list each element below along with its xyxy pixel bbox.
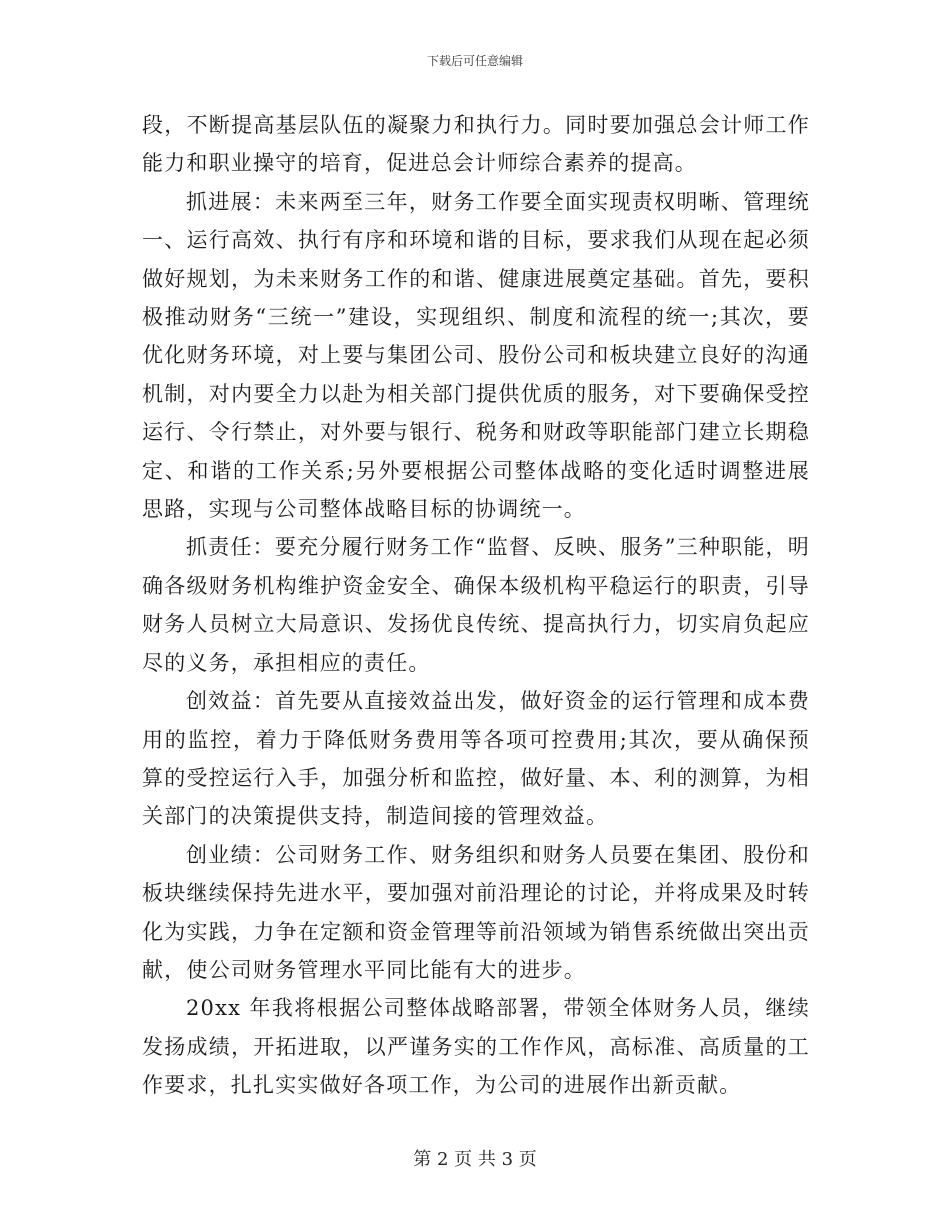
paragraph-plan: 20xx 年我将根据公司整体战略部署，带领全体财务人员，继续发扬成绩，开拓进取，以严谨务实的工作作风，高标准、高质量的工作要求，扎扎实实做好各项工作，为公司的进展作出新贡献。 [142, 996, 810, 1098]
paragraph-efficiency: 创效益：首先要从直接效益出发，做好资金的运行管理和成本费用的监控，着力于降低财务费用等各项可控费用;其次，要从确保预算的受控运行入手，加强分析和监控，做好量、本、利的测算，为相关部门的决策提供支持，制造间接的管理效益。 [142, 689, 810, 829]
paragraph-performance: 创业绩：公司财务工作、财务组织和财务人员要在集团、股份和板块继续保持先进水平，要加强对前沿理论的讨论，并将成果及时转化为实践，力争在定额和资金管理等前沿领域为销售系统做出突出贡献，使公司财务管理水平同比能有大的进步。 [142, 842, 810, 982]
page-header-note: 下载后可任意编辑 [426, 54, 523, 68]
paragraph-continuation: 段，不断提高基层队伍的凝聚力和执行力。同时要加强总会计师工作能力和职业操守的培育，促进总会计师综合素养的提高。 [142, 113, 810, 176]
paragraph-progress: 抓进展：未来两至三年，财务工作要全面实现责权明晰、管理统一、运行高效、执行有序和环境和谐的目标，要求我们从现在起必须做好规划，为未来财务工作的和谐、健康进展奠定基础。首先，要积极推动财务“三统一”建设，实现组织、制度和流程的统一;其次，要优化财务环境，对上要与集团公司、股份公司和板块建立良好的沟通机制，对内要全力以赴为相关部门提供优质的服务，对下要确保受控运行、令行禁止，对外要与银行、税务和财政等职能部门建立长期稳定、和谐的工作关系;另外要根据公司整体战略的变化适时调整进展思路，实现与公司整体战略目标的协调统一。 [142, 189, 810, 522]
document-body [142, 106, 810, 1105]
page-number: 第 2 页 共 3 页 [413, 1149, 537, 1170]
paragraph-responsibility: 抓责任：要充分履行财务工作“监督、反映、服务”三种职能，明确各级财务机构维护资金安全、确保本级机构平稳运行的职责，引导财务人员树立大局意识、发扬优良传统、提高执行力，切实肩负起应尽的义务，承担相应的责任。 [142, 535, 810, 675]
